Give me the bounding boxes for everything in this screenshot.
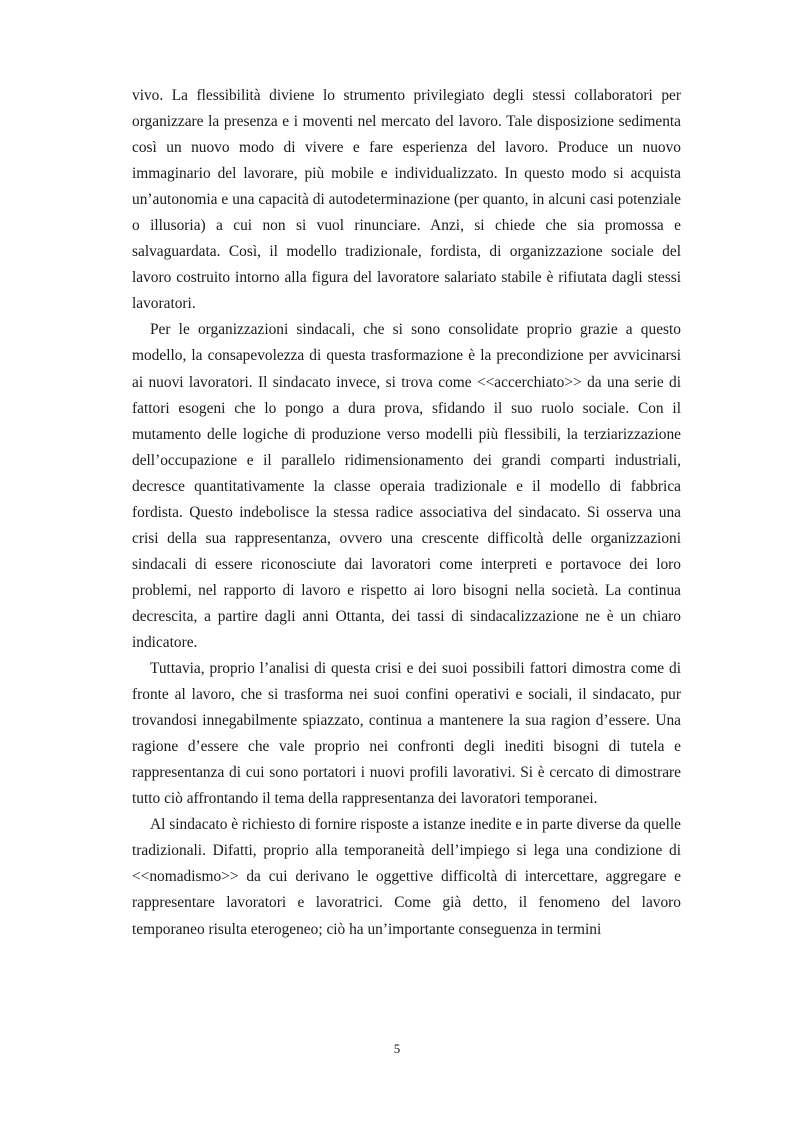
paragraph-4: Al sindacato è richiesto di fornire risposte a istanze inedite e in parte diverse da quelle tradizionali. Difatti, proprio alla temporaneità dell’impiego si lega una condizione di <<nomadismo>> da cui derivano le oggettive difficoltà di intercettare, aggregare e rappresentare lavoratori e lavoratrici. Come già detto, il fenomeno del lavoro temporaneo risulta eterogeneo; ciò ha un’importante conseguenza in termini bbox=[132, 816, 681, 938]
paragraph-1: vivo. La flessibilità diviene lo strumento privilegiato degli stessi collaboratori per organizzare la presenza e i moventi nel mercato del lavoro. Tale disposizione sedimenta così un nuovo modo di vivere e fare esperienza del lavoro. Produce un nuovo immaginario del lavorare, più mobile e individualizzato. In questo modo si acquista un’autonomia e una capacità di autodeterminazione (per quanto, in alcuni casi potenziale o illusoria) a cui non si vuol rinunciare. Anzi, si chiede che sia promossa e salvaguardata. Così, il modello tradizionale, fordista, di organizzazione sociale del lavoro costruito intorno alla figura del lavoratore salariato stabile è rifiutata dagli stessi lavoratori. bbox=[132, 87, 681, 313]
body-text bbox=[132, 83, 681, 943]
paragraph-2: Per le organizzazioni sindacali, che si sono consolidate proprio grazie a questo modello, la consapevolezza di questa trasformazione è la precondizione per avvicinarsi ai nuovi lavoratori. Il sindacato invece, si trova come <<accerchiato>> da una serie di fattori esogeni che lo pongo a dura prova, sfidando il suo ruolo sociale. Con il mutamento delle logiche di produzione verso modelli più flessibili, la terziarizzazione dell’occupazione e il parallelo ridimensionamento dei grandi comparti industriali, decresce quantitativamente la classe operaia tradizionale e il modello di fabbrica fordista. Questo indebolisce la stessa radice associativa del sindacato. Si osserva una crisi della sua rappresentanza, ovvero una crescente difficoltà delle organizzazioni sindacali di essere riconosciute dai lavoratori come interpreti e portavoce dei loro problemi, nel rapporto di lavoro e rispetto ai loro bisogni nella società. La continua decrescita, a partire dagli anni Ottanta, dei tassi di sindacalizzazione ne è un chiaro indicatore. bbox=[132, 321, 681, 651]
page-number: 5 bbox=[393, 1041, 401, 1056]
paragraph-3: Tuttavia, proprio l’analisi di questa crisi e dei suoi possibili fattori dimostra come di fronte al lavoro, che si trasforma nei suoi confini operativi e sociali, il sindacato, pur trovandosi innegabilmente spiazzato, continua a mantenere la sua ragion d’essere. Una ragione d’essere che vale proprio nei confronti degli inediti bisogni di tutela e rappresentanza di cui sono portatori i nuovi profili lavorativi. Si è cercato di dimostrare tutto ciò affrontando il tema della rappresentanza dei lavoratori temporanei. bbox=[132, 660, 681, 808]
